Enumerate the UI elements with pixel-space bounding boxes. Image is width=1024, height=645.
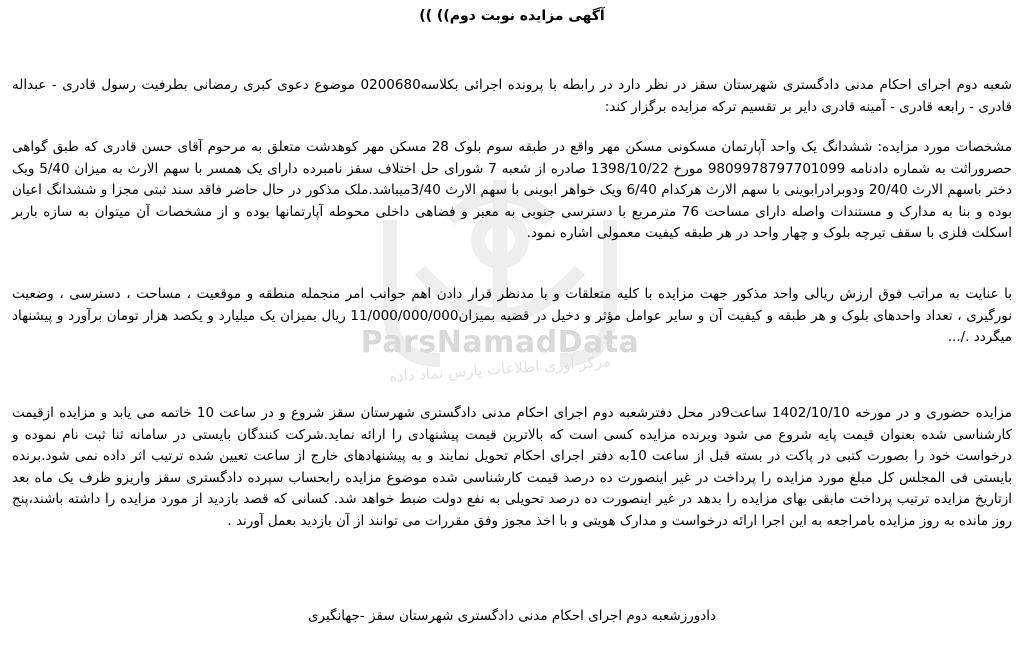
notice-title: آگهی مزایده نوبت دوم)) )) [419, 8, 605, 24]
auction-terms-paragraph: مزایده حضوری و در مورخه 1402/10/10 ساعت9در محل دفترشعبه دوم اجرای احکام مدنی دادگستری شهرستان سقز شروع و در ساعت 10 خاتمه می یابد و مزایده ازقیمت کارشناسی شده بعنوان قیمت پایه شروع می شود وبرنده مزایده کسی است که بالاترین قیمت پیشنهادی را ارائه نماید.شرکت کنندگان بایستی در سامانه ثنا ثبت نام نموده و درخواست خود را بصورت کتبی در پاکت در بسته قبل از ساعت 10به دفتر اجرای احکام تحویل نمایند و به پیشنهادهای خارج از ساعت تعیین شده ترتیب اثر داده نمی شود.برنده بایستی فی المجلس کل مبلغ مورد مزایده را پرداخت در غیر اینصورت ده درصد قیمت کارشناسی شده موضوع مزایده رابحساب سپرده دادگستری سقز واریزو ظرف یک ماه بعد ازتاریخ مزایده ترتیب پرداخت مابقی بهای مزایده را بدهد در غیر اینصورت ده درصد تحویلی به نفع دولت ضبط خواهد شد. کسانی که قصد بازدید از مورد مزایده را داشته باشند،پنج روز مانده به روز مزایده بامراجعه به این اجرا ارائه درخواست و مدارک هویتی و با اخذ مجوز وفق مقررات می توانند از آن بازدید بعمل آورند . [12, 405, 1013, 529]
property-specs-paragraph: مشخصات مورد مزایده: ششدانگ یک واحد آپارتمان مسکونی مسکن مهر واقع در طبقه سوم بلوک 28 مسکن مهر کوهدشت متعلق به مرحوم آقای حسن قادری که طبق گواهی حصروراثت به شماره دادنامه 9809978797701099 مورخ 1398/10/22 صادره از شعبه 7 شورای حل اختلاف سقز نامبرده دارای یک همسر با سهم الارث به میزان 5/40 ویک دختر باسهم الارث 20/40 ودوبرادرابوینی با سهم الارث هرکدام 6/40 ویک خواهر ابوینی با سهم الارث 3/40میباشد.ملک مذکور در حال حاضر فاقد سند ثبتی مجزا و ششدانگ اعیان بوده و بنا به مدارک و مستندات واصله دارای مساحت 76 مترمربع با دسترسی جنوبی به معبر و فضاهی داخلی محوطه آپارتمانها بوده و از مشخصات آن میتوان به سازه باربر اسکلت فلزی با سقف تیرچه بلوک و چهار واحد در هر طبقه کیفیت معمولی اشاره نمود. [12, 139, 1013, 241]
watermark-brand: ParsNamadData [360, 325, 640, 360]
watermark-tagline: مرکز آوری اطلاعات پارس نماد داده [388, 352, 612, 386]
case-intro-paragraph: شعبه دوم اجرای احکام مدنی دادگستری شهرستان سقز در نظر دارد در رابطه با پرونده اجرائی بکلاسه0200680 موضوع دعوی کبری رمضانی بطرفیت رسول قادری - عبداله قادری - رابعه قادری - آمینه قادری دایر بر تقسیم ترکه مزایده برگزار کند: [12, 77, 1012, 115]
signature-footer: دادورزشعبه دوم اجرای احکام مدنی دادگستری شهرستان سقز -جهانگیری [307, 608, 717, 624]
valuation-paragraph: با عنایت به مراتب فوق ارزش ریالی واحد مذکور جهت مزایده با کلیه متعلقات و با مدنظر قرار دادن اهم جوانب امر منجمله منطقه و موقعیت ، مساحت ، دسترسی ، وضعیت نورگیری ، تعداد واحدهای بلوک و هر طبقه و کیفیت آن و سایر عوامل مؤثر و دخیل در قضیه بمیزان11/000/000/000 ریال بمیزان یک میلیارد و یکصد هزار تومان برآورد و پیشنهاد میگردد ./... [12, 286, 1012, 345]
